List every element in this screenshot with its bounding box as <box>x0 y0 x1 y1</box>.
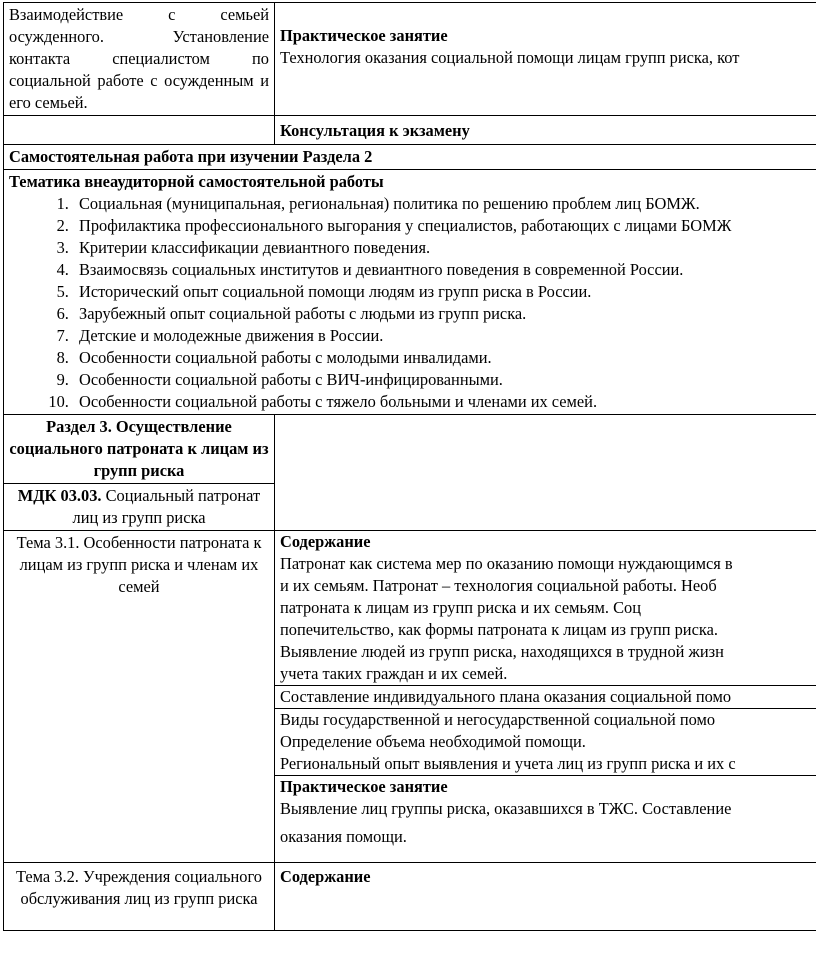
practical-line: оказания помощи. <box>280 827 407 846</box>
consultation-heading: Консультация к экзамену <box>280 121 470 140</box>
theme-content-cell <box>275 531 816 863</box>
table-row <box>4 863 816 931</box>
theme-cell <box>4 531 275 863</box>
mdk-title: Социальный патронат лиц из групп риска <box>72 486 261 527</box>
practical-text: Технология оказания социальной помощи лицам групп риска, кот <box>280 48 740 67</box>
table-row <box>4 116 816 145</box>
practical-heading: Практическое занятие <box>280 777 448 796</box>
list-item: 3. Критерии классификации девиантного поведения. <box>73 237 816 259</box>
list-item: 5. Исторический опыт социальной помощи людям из групп риска в России. <box>73 281 816 303</box>
curriculum-table <box>3 2 816 931</box>
content-cell <box>275 116 816 145</box>
theme-3-2-title: Тема 3.2. Учреждения социального обслуживания лиц из групп риска <box>16 867 262 908</box>
content-cell <box>275 3 816 116</box>
list-item: 10. Особенности социальной работы с тяжело больными и членами их семей. <box>73 391 816 413</box>
topic-cell <box>4 3 275 116</box>
theme-content-cell <box>275 863 816 931</box>
content-block <box>275 685 816 708</box>
section-header-cell <box>4 145 816 170</box>
content-line: Определение объема необходимой помощи. <box>280 732 586 751</box>
theme-3-1-title: Тема 3.1. Особенности патроната к лицам из групп риска и членам их семей <box>16 533 262 596</box>
mdk-cell <box>4 484 275 531</box>
practical-block <box>275 775 816 862</box>
content-line: Составление индивидуального плана оказания социальной помо <box>280 687 732 706</box>
section-title-cell <box>4 415 275 484</box>
table-row <box>4 3 816 116</box>
empty-cell <box>275 415 816 531</box>
list-item: 4. Взаимосвязь социальных институтов и девиантного поведения в современной России. <box>73 259 816 281</box>
content-line: патроната к лицам из групп риска и их семьям. Соц <box>280 598 642 617</box>
content-heading: Содержание <box>280 867 371 886</box>
practical-heading: Практическое занятие <box>280 26 448 45</box>
content-block <box>275 708 816 775</box>
table-row <box>4 170 816 415</box>
list-item: 9. Особенности социальной работы с ВИЧ-инфицированными. <box>73 369 816 391</box>
table-row <box>4 145 816 170</box>
content-line: Региональный опыт выявления и учета лиц из групп риска и их с <box>280 754 736 773</box>
list-item: 1. Социальная (муниципальная, региональная) политика по решению проблем лиц БОМЖ. <box>73 193 816 215</box>
topic-text: Взаимодействие с семьей осужденного. Установление контакта специалистом по социальной работе с осужденным и его семьей. <box>9 5 269 112</box>
table-row <box>4 415 816 484</box>
self-study-heading: Самостоятельная работа при изучении Раздела 2 <box>9 147 373 166</box>
table-row <box>4 531 816 863</box>
topics-heading: Тематика внеаудиторной самостоятельной работы <box>9 172 384 191</box>
content-line: Патронат как система мер по оказанию помощи нуждающимся в <box>280 554 733 573</box>
theme-cell <box>4 863 275 931</box>
list-item: 8. Особенности социальной работы с молодыми инвалидами. <box>73 347 816 369</box>
topics-cell <box>4 170 816 415</box>
content-heading: Содержание <box>280 532 371 551</box>
content-block <box>275 531 816 685</box>
topics-list <box>9 193 816 413</box>
list-item: 2. Профилактика профессионального выгорания у специалистов, работающих с лицами БОМЖ <box>73 215 816 237</box>
empty-cell <box>4 116 275 145</box>
content-line: Выявление людей из групп риска, находящихся в трудной жизн <box>280 642 724 661</box>
content-line: и их семьям. Патронат – технология социальной работы. Необ <box>280 576 717 595</box>
list-item: 6. Зарубежный опыт социальной работы с людьми из групп риска. <box>73 303 816 325</box>
practical-line: Выявление лиц группы риска, оказавшихся в ТЖС. Составление <box>280 799 732 818</box>
section-3-title: Раздел 3. Осуществление социального патроната к лицам из групп риска <box>9 417 269 480</box>
list-item: 7. Детские и молодежные движения в России. <box>73 325 816 347</box>
content-line: Виды государственной и негосударственной социальной помо <box>280 710 716 729</box>
content-line: учета таких граждан и их семей. <box>280 664 508 683</box>
mdk-code: МДК 03.03. <box>17 486 102 505</box>
content-line: попечительство, как формы патроната к лицам из групп риска. <box>280 620 718 639</box>
